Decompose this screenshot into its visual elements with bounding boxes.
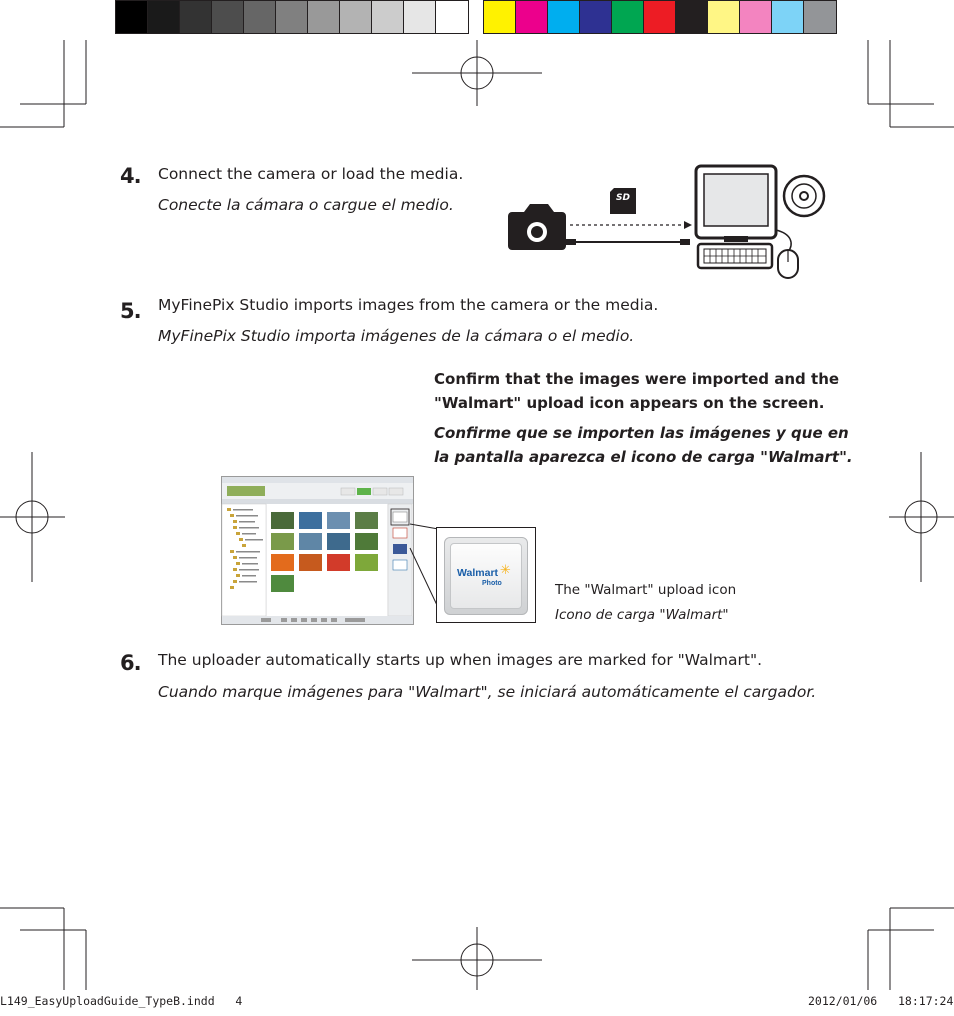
- myfinepix-screenshot-thumbnail: [221, 476, 414, 625]
- step-5-number: 5.: [120, 299, 141, 323]
- walmart-spark-icon: ✳: [500, 563, 511, 578]
- step-6-text: The uploader automatically starts up when images are marked for "Walmart".: [158, 651, 763, 669]
- step-6-text-es: Cuando marque imágenes para "Walmart", se iniciará automáticamente el cargador.: [158, 683, 817, 701]
- confirm-text-line1: Confirm that the images were imported and the: [434, 370, 840, 388]
- walmart-logo-text: Walmart: [457, 567, 499, 579]
- step-4-number: 4.: [120, 164, 141, 188]
- step-6-number: 6.: [120, 651, 141, 675]
- confirm-text-es-line1: Confirme que se importen las imágenes y que en: [434, 424, 849, 442]
- step-5-text: MyFinePix Studio imports images from the camera or the media.: [158, 296, 659, 314]
- slug-datetime: 2012/01/06 18:17:24: [808, 994, 954, 1008]
- step-4-text: Connect the camera or load the media.: [158, 165, 464, 183]
- step-5-text-es: MyFinePix Studio importa imágenes de la cámara o el medio.: [158, 327, 635, 345]
- confirm-text-es-line2: la pantalla aparezca el icono de carga "Walmart".: [434, 448, 853, 466]
- camera-to-computer-illustration: [500, 160, 830, 285]
- confirm-text-line2: "Walmart" upload icon appears on the screen.: [434, 394, 825, 412]
- walmart-icon-caption: The "Walmart" upload icon: [555, 582, 737, 598]
- walmart-photo-text: Photo: [482, 580, 502, 587]
- step-4-text-es: Conecte la cámara o cargue el medio.: [158, 196, 454, 214]
- slug-filename: L149_EasyUploadGuide_TypeB.indd 4: [0, 994, 243, 1008]
- mouse-icon: [776, 230, 798, 278]
- camera-icon: [508, 204, 566, 250]
- svg-text:SD: SD: [616, 193, 630, 203]
- walmart-icon-caption-es: Icono de carga "Walmart": [555, 607, 729, 623]
- monitor-icon: [696, 166, 776, 242]
- cd-disc-icon: [784, 176, 824, 216]
- sd-card-icon: [610, 188, 636, 214]
- keyboard-icon: [698, 244, 772, 268]
